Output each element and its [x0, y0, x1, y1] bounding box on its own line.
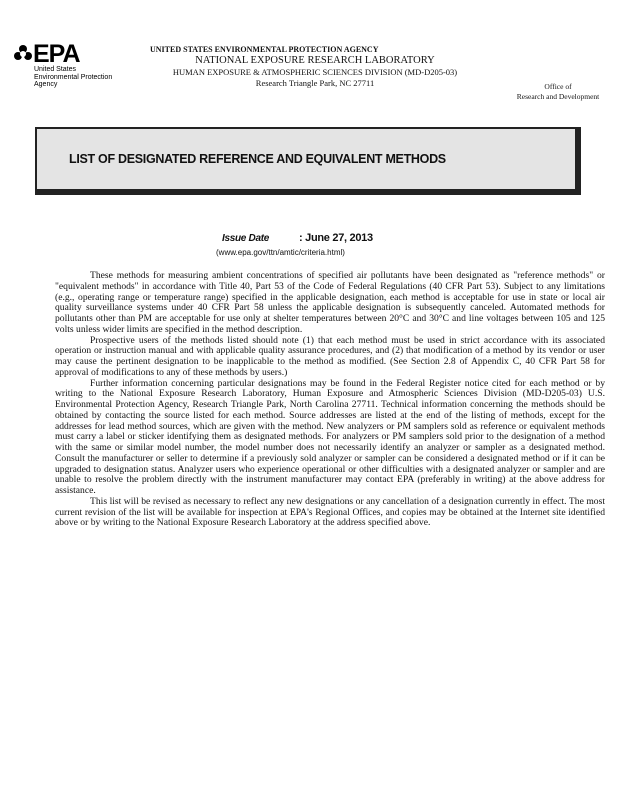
document-title: LIST OF DESIGNATED REFERENCE AND EQUIVALENT METHODS	[69, 152, 446, 166]
paragraph: Further information concerning particular designations may be found in the Federal Register notice cited for each method or by writing to the National Exposure Research Laboratory, Human Exposure and Atmospheric Sciences Division (MD-D205-03) U.S. Environmental Protection Agency, Research Triangle Park, North Carolina 27711. Technical information concerning the methods should be obtained by contacting the source listed for each method. Source addresses are listed at the end of the listing of methods, except for the addresses for lead method sources, which are given with the method. New analyzers or PM samplers sold as reference or equivalent methods must carry a label or sticker identifying them as designated methods. For analyzers or PM samplers sold prior to the designation of a method with the same or similar model number, the model number does not necessarily identify an analyzer or sampler as a designated method. Consult the manufacturer or seller to determine if a previously sold analyzer or sampler can be considered a designated method or if it can be upgraded to designation status. Analyzer users who experience operational or other difficulties with a designated analyzer or sampler and are unable to resolve the problem directly with the instrument manufacturer may contact EPA (preferably in writing) at the above address for assistance.	[55, 377, 605, 496]
epa-wordmark: EPA	[33, 40, 80, 68]
letterhead-division: HUMAN EXPOSURE & ATMOSPHERIC SCIENCES DIVISION (MD-D205-03)	[172, 67, 458, 77]
office-line-1: Office of	[544, 82, 572, 91]
body-text	[55, 271, 605, 529]
title-box	[35, 127, 581, 195]
paragraph: This list will be revised as necessary to reflect any new designations or any cancellation of a designation currently in effect. The most current revision of the list will be available for inspection at EPA's Regional Offices, and copies may be obtained at the Internet site identified above or by writing to the National Exposure Research Laboratory at the address specified above.	[55, 495, 605, 529]
epa-flower-icon	[13, 44, 33, 64]
letterhead	[150, 44, 480, 89]
letterhead-agency: UNITED STATES ENVIRONMENTAL PROTECTION AGENCY	[150, 45, 379, 54]
epa-logo	[13, 40, 143, 90]
issue-date-value: : June 27, 2013	[299, 232, 373, 244]
letterhead-lab: NATIONAL EXPOSURE RESEARCH LABORATORY	[195, 55, 435, 66]
office-line-2: Research and Development	[516, 92, 600, 101]
letterhead-address: Research Triangle Park, NC 27711	[255, 78, 375, 88]
criteria-url: (www.epa.gov/ttn/amtic/criteria.html)	[216, 248, 345, 257]
issue-date-label: Issue Date	[222, 233, 270, 244]
paragraph: Prospective users of the methods listed should note (1) that each method must be used in strict accordance with its associated operation or instruction manual and with applicable quality assurance procedures, and (2) that modification of a method by its vendor or user may cause the pertinent designation to be inapplicable to the method as modified. (See Section 2.8 of Appendix C, 40 CFR Part 58 for approval of modifications to any of these methods by users.)	[55, 334, 605, 378]
paragraph: These methods for measuring ambient concentrations of specified air pollutants have been designated as "reference methods" or "equivalent methods" in accordance with Title 40, Part 53 of the Code of Federal Regulations (40 CFR Part 53). Subject to any limitations (e.g., operating range or temperature range) specified in the applicable designation, each method is acceptable for use in state or local air quality surveillance systems under 40 CFR Part 58 unless the applicable designation is subsequently canceled. Automated methods for pollutants other than PM are acceptable for use only at shelter temperatures between 20°C and 30°C and line voltages between 105 and 125 volts unless wider limits are specified in the method description.	[55, 270, 605, 335]
issue-date	[222, 232, 373, 244]
office-block	[504, 82, 604, 102]
agency-name: United States Environmental Protection Agency	[34, 66, 113, 88]
